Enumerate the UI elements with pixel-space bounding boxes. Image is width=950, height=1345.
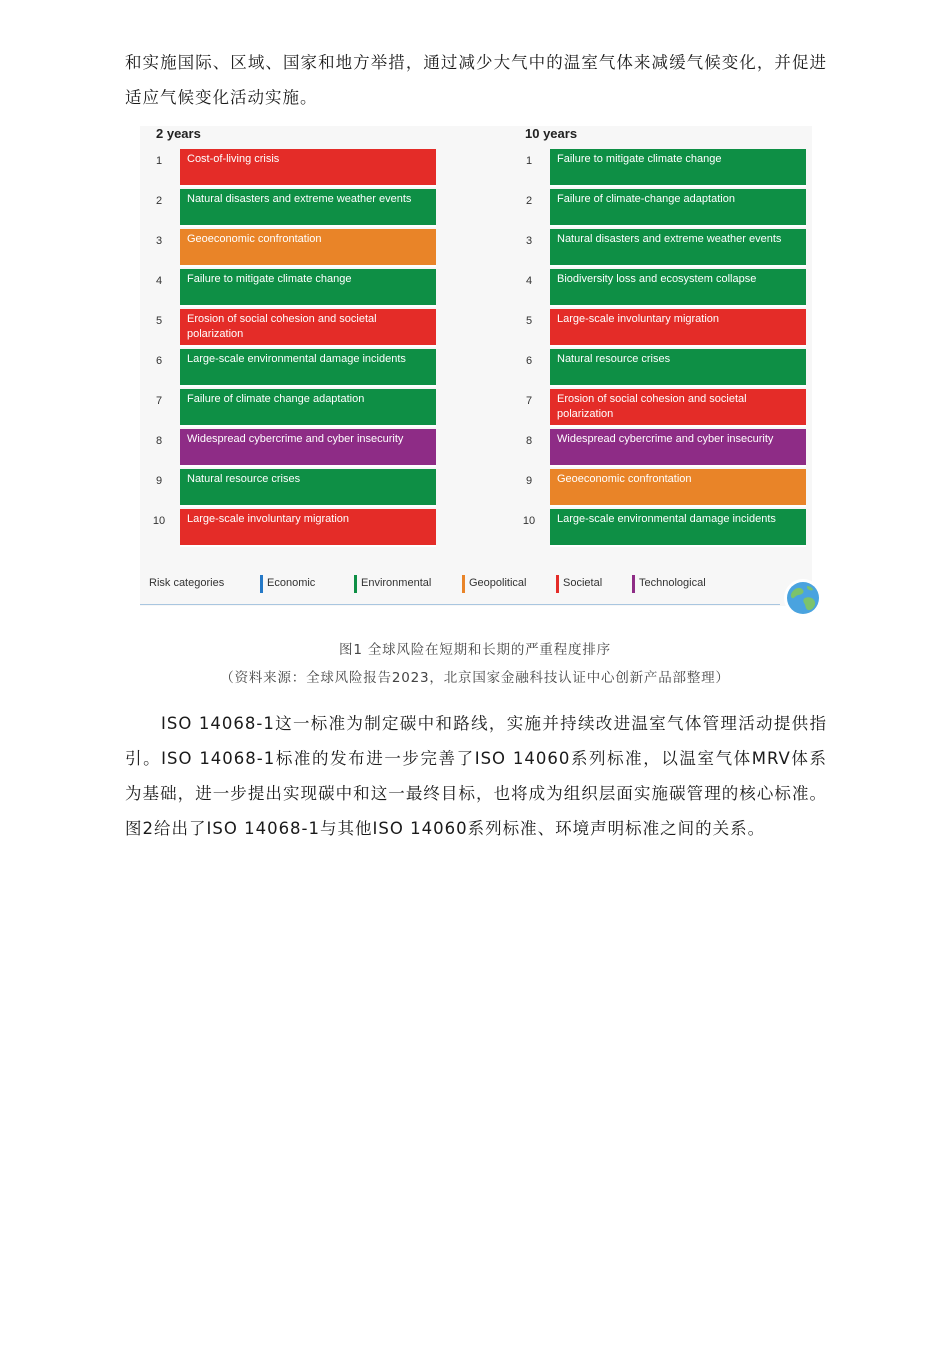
risk-row bbox=[510, 189, 810, 227]
risk-row bbox=[140, 389, 440, 427]
legend-title: Risk categories bbox=[149, 577, 225, 589]
legend-label: Technological bbox=[639, 577, 706, 589]
risk-row bbox=[510, 469, 810, 507]
risk-cell: Failure of climate-change adaptation bbox=[550, 189, 806, 227]
risk-row bbox=[140, 269, 440, 307]
short-term-ranking bbox=[140, 149, 440, 549]
risk-row bbox=[140, 149, 440, 187]
risk-rank: 8 bbox=[155, 435, 163, 447]
legend-label: Environmental bbox=[361, 577, 432, 589]
risk-cell: Large-scale involuntary migration bbox=[550, 309, 806, 347]
risk-cell: Geoeconomic confrontation bbox=[550, 469, 806, 507]
risk-cell: Cost-of-living crisis bbox=[180, 149, 436, 187]
long-term-ranking bbox=[510, 149, 810, 549]
risk-rank: 5 bbox=[525, 315, 533, 327]
short-term-title: 2 years bbox=[156, 126, 201, 141]
risk-cell: Natural disasters and extreme weather events bbox=[550, 229, 806, 267]
risk-rank: 5 bbox=[155, 315, 163, 327]
risk-rank: 10 bbox=[152, 515, 166, 527]
globe-icon bbox=[783, 578, 823, 618]
risk-row bbox=[140, 189, 440, 227]
risk-row bbox=[140, 429, 440, 467]
figure-source: （资料来源：全球风险报告2023，北京国家金融科技认证中心创新产品部整理） bbox=[220, 670, 730, 686]
risk-cell: Large-scale involuntary migration bbox=[180, 509, 436, 547]
risk-rank: 8 bbox=[525, 435, 533, 447]
risk-cell: Natural resource crises bbox=[550, 349, 806, 387]
risk-row bbox=[140, 309, 440, 347]
risk-rank: 1 bbox=[525, 155, 533, 167]
risk-cell: Biodiversity loss and ecosystem collapse bbox=[550, 269, 806, 307]
risk-cell: Failure to mitigate climate change bbox=[180, 269, 436, 307]
legend-swatch bbox=[632, 575, 635, 593]
risk-row bbox=[140, 509, 440, 547]
risk-row bbox=[140, 349, 440, 387]
risk-row bbox=[510, 509, 810, 547]
figure-divider bbox=[140, 604, 780, 605]
risk-rank: 6 bbox=[525, 355, 533, 367]
risk-cell: Large-scale environmental damage incidents bbox=[180, 349, 436, 387]
risk-row bbox=[510, 349, 810, 387]
legend-swatch bbox=[556, 575, 559, 593]
long-term-title: 10 years bbox=[525, 126, 578, 141]
risk-cell: Failure to mitigate climate change bbox=[550, 149, 806, 187]
risk-rank: 7 bbox=[155, 395, 163, 407]
body-paragraph: ISO 14068-1这一标准为制定碳中和路线，实施并持续改进温室气体管理活动提供指引。ISO 14068-1标准的发布进一步完善了ISO 14060系列标准，以温室气体MRV体系为基础，进一步提出实现碳中和这一最终目标，也将成为组织层面实施碳管理的核心标准。图2给出了ISO 14068-1与其他ISO 14060系列标准、环境声明标准之间的关系。 bbox=[125, 714, 827, 838]
risk-rank: 3 bbox=[155, 235, 163, 247]
risk-cell: Widespread cybercrime and cyber insecurity bbox=[550, 429, 806, 467]
risk-rank: 2 bbox=[525, 195, 533, 207]
risk-rank: 6 bbox=[155, 355, 163, 367]
legend-label: Economic bbox=[267, 577, 316, 589]
risk-cell: Natural disasters and extreme weather events bbox=[180, 189, 436, 227]
risk-rank: 4 bbox=[525, 275, 533, 287]
risk-row bbox=[510, 149, 810, 187]
risk-row bbox=[510, 429, 810, 467]
legend-swatch bbox=[260, 575, 263, 593]
risk-rank: 3 bbox=[525, 235, 533, 247]
risk-cell: Widespread cybercrime and cyber insecurity bbox=[180, 429, 436, 467]
risk-cell: Erosion of social cohesion and societal polarization bbox=[550, 389, 806, 427]
risk-row bbox=[140, 469, 440, 507]
risk-rank: 1 bbox=[155, 155, 163, 167]
risk-row bbox=[140, 229, 440, 267]
legend-swatch bbox=[354, 575, 357, 593]
risk-cell: Natural resource crises bbox=[180, 469, 436, 507]
risk-rank: 10 bbox=[522, 515, 536, 527]
risk-cell: Geoeconomic confrontation bbox=[180, 229, 436, 267]
risk-row bbox=[510, 269, 810, 307]
risk-cell: Erosion of social cohesion and societal polarization bbox=[180, 309, 436, 347]
risk-cell: Large-scale environmental damage incidents bbox=[550, 509, 806, 547]
intro-paragraph: 和实施国际、区域、国家和地方举措，通过减少大气中的温室气体来减缓气候变化，并促进适应气候变化活动实施。 bbox=[125, 53, 827, 107]
risk-row bbox=[510, 389, 810, 427]
risk-rank: 9 bbox=[155, 475, 163, 487]
risk-rank: 4 bbox=[155, 275, 163, 287]
risk-row bbox=[510, 229, 810, 267]
figure-caption: 图1 全球风险在短期和长期的严重程度排序 bbox=[339, 642, 611, 658]
risk-rank: 7 bbox=[525, 395, 533, 407]
risk-rank: 2 bbox=[155, 195, 163, 207]
legend-swatch bbox=[462, 575, 465, 593]
legend-label: Geopolitical bbox=[469, 577, 527, 589]
risk-cell: Failure of climate change adaptation bbox=[180, 389, 436, 427]
global-risks-figure bbox=[140, 126, 812, 606]
legend-label: Societal bbox=[563, 577, 603, 589]
risk-rank: 9 bbox=[525, 475, 533, 487]
risk-row bbox=[510, 309, 810, 347]
